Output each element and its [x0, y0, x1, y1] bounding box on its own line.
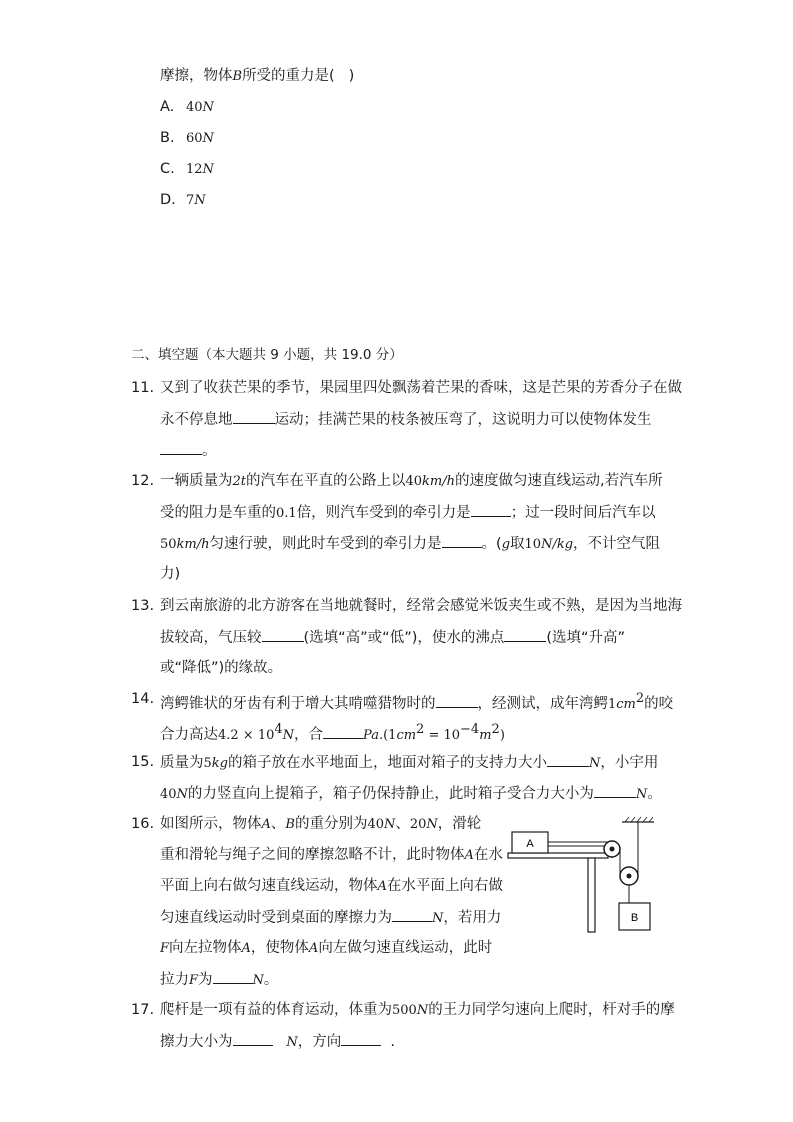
- text: 。: [263, 972, 279, 988]
- text: 爬杆是一项有益的体育运动，体重为: [160, 1002, 392, 1018]
- text: ，方向: [297, 1034, 342, 1050]
- math: N: [416, 1003, 429, 1018]
- text: 重和滑轮与绳子之间的摩擦忽略不计，此时物体: [160, 847, 465, 863]
- math: Pa: [363, 727, 379, 743]
- text: 、: [395, 816, 410, 832]
- text: 合力高达: [160, 726, 218, 743]
- text: 。: [202, 443, 217, 459]
- text: 擦力大小为: [160, 1034, 233, 1050]
- math: N/kg: [541, 537, 574, 552]
- math: A: [241, 941, 251, 956]
- q16-line-3: [160, 876, 503, 897]
- q13-line-3: 或“降低”)的缘故。: [160, 660, 283, 676]
- math: 40: [405, 474, 423, 489]
- math: km/h: [422, 474, 456, 489]
- option-value: 60: [186, 131, 203, 146]
- question-number: 16.: [131, 816, 155, 832]
- option-unit: N: [194, 193, 206, 208]
- answer-blank[interactable]: [323, 724, 363, 739]
- math: 20: [409, 817, 427, 832]
- answer-blank[interactable]: [392, 907, 432, 922]
- q12-line-3: [160, 533, 660, 555]
- text: ，不计空气阻: [573, 536, 661, 552]
- var-b: B: [232, 69, 243, 84]
- math: .(1: [378, 727, 397, 743]
- math: N: [252, 973, 264, 988]
- text: (选填“高”或“低”)，使水的沸点: [303, 630, 505, 646]
- text: 的速度做匀速直线运动,若汽车所: [455, 473, 663, 489]
- question-number: 13.: [131, 598, 155, 614]
- question-number: 12.: [131, 473, 155, 489]
- q15-line-1: [160, 752, 658, 774]
- math: 500: [392, 1003, 417, 1018]
- question-number: 11.: [131, 380, 155, 396]
- q12-line-4: 力): [160, 566, 181, 582]
- answer-blank[interactable]: [233, 1031, 273, 1046]
- block-a-label: A: [526, 838, 534, 850]
- math: cm: [396, 727, 417, 743]
- text: 的力竖直向上提箱子，箱子仍保持静止，此时箱子受合力大小为: [187, 786, 594, 802]
- q10-option-c[interactable]: [160, 159, 214, 180]
- q10-option-b[interactable]: [160, 128, 214, 149]
- math: cm: [616, 696, 636, 712]
- q16-line-2: [160, 845, 503, 866]
- pulley-figure: [506, 816, 656, 934]
- answer-blank[interactable]: [213, 969, 253, 984]
- text: 平面上向右做匀速直线运动，物体: [160, 878, 378, 894]
- q16-line-4: [160, 907, 501, 929]
- q14-line-1: 湾鳄锥状的牙齿有利于增大其啃噬猎物时的 ，经测试，成年湾鳄$1cm^2$的咬: [160, 691, 674, 712]
- math: N: [426, 817, 438, 832]
- q16-line-1: [160, 814, 481, 835]
- math: 0.1: [276, 506, 297, 521]
- math: N: [282, 727, 295, 743]
- q13-line-1: 到云南旅游的北方游客在当地就餐时，经常会感觉米饭夹生或不熟，是因为当地海: [160, 598, 682, 614]
- math: N: [588, 756, 601, 771]
- math: A: [377, 879, 387, 894]
- answer-blank[interactable]: [504, 627, 546, 642]
- q11-line-3: [160, 440, 217, 461]
- text: 取: [510, 536, 525, 552]
- text: 一辆质量为: [160, 473, 233, 489]
- text: ；过一段时间后汽车以: [510, 505, 656, 521]
- math: 4.2 × 10: [218, 727, 275, 743]
- math: 40: [367, 817, 384, 832]
- math: 2t: [232, 474, 246, 489]
- option-unit: N: [202, 100, 214, 115]
- option-label: B.: [160, 130, 175, 146]
- text: 。: [647, 786, 662, 802]
- option-value: 40: [186, 100, 203, 115]
- math: m: [479, 727, 492, 743]
- answer-blank[interactable]: [436, 693, 478, 708]
- text: ，使物体: [250, 940, 309, 956]
- math: N: [384, 817, 396, 832]
- text: 匀速直线运动时受到桌面的摩擦力为: [160, 910, 392, 926]
- math: 10: [524, 537, 542, 552]
- q11-line-1: 又到了收获芒果的季节，果园里四处飘荡着芒果的香味，这是芒果的芳香分子在做: [160, 380, 682, 396]
- text: 为: [198, 972, 213, 988]
- math: F: [189, 973, 199, 988]
- text: 受的阻力是车重的: [160, 505, 276, 521]
- math: kg: [211, 756, 228, 771]
- math: 50: [160, 537, 177, 552]
- math: B: [285, 817, 295, 832]
- math: 1: [608, 696, 617, 712]
- option-unit: N: [202, 131, 214, 146]
- q10-stem-tail: [160, 66, 354, 87]
- question-number: 17.: [131, 1002, 155, 1018]
- block-b-label: B: [630, 912, 639, 924]
- q16-line-5: [160, 938, 492, 959]
- question-number: 15.: [131, 754, 155, 770]
- math: = 10: [424, 727, 461, 743]
- q12-line-1: [160, 471, 663, 492]
- text: 的箱子放在水平地面上，地面对箱子的支持力大小: [227, 755, 547, 771]
- math: A: [308, 941, 319, 956]
- text: 匀速行驶，则此时车受到的牵引力是: [209, 536, 442, 552]
- option-label: C.: [160, 161, 175, 177]
- math: ): [499, 727, 505, 743]
- text: 运动；挂满芒果的枝条被压弯了，这说明力可以使物体发生: [274, 412, 652, 428]
- text: ，经测试，成年湾鳄: [477, 695, 608, 712]
- answer-blank[interactable]: [547, 752, 589, 767]
- q17-line-1: [160, 1000, 675, 1021]
- text: 拔较高，气压较: [160, 630, 262, 646]
- option-unit: N: [202, 162, 214, 177]
- text: 湾鳄锥状的牙齿有利于增大其啃噬猎物时的: [160, 695, 436, 712]
- q17-line-2: [160, 1031, 395, 1053]
- text: 质量为: [160, 755, 204, 771]
- answer-blank[interactable]: [471, 502, 511, 517]
- math: A: [464, 848, 474, 863]
- q14-line-2: 合力高达$4.2 \times 10^4N$，合 $Pa.(1cm^2 = 10^{-4}m^2)$: [160, 722, 505, 743]
- text: 的汽车在平直的公路上以: [246, 473, 406, 489]
- text: 、: [270, 816, 286, 832]
- text: .: [390, 1034, 396, 1050]
- math: N: [176, 787, 188, 802]
- text: 如图所示，物体: [160, 816, 262, 832]
- answer-blank[interactable]: [160, 440, 202, 455]
- text: ，若用力: [443, 910, 502, 926]
- option-label: A.: [160, 99, 175, 115]
- text: 。(: [481, 536, 502, 552]
- option-value: 7: [186, 193, 195, 208]
- section-title: 二、填空题（本大题共 9 小题，共 19.0 分）: [131, 347, 403, 363]
- math: 5: [203, 756, 212, 771]
- math: g: [501, 537, 511, 552]
- text: 向左拉物体: [169, 940, 242, 956]
- math: N: [286, 1035, 298, 1050]
- math: km/h: [176, 537, 210, 552]
- option-value: 12: [186, 162, 203, 177]
- text: (选填“升高”: [546, 630, 626, 646]
- math: F: [160, 941, 170, 956]
- q12-line-2: [160, 502, 656, 524]
- text: 的王力同学匀速向上爬时，杆对手的摩: [428, 1002, 675, 1018]
- math: 40: [160, 787, 177, 802]
- text: ，滑轮: [437, 816, 482, 832]
- math: N: [432, 911, 444, 926]
- q15-line-2: [160, 783, 662, 805]
- answer-blank[interactable]: [594, 783, 636, 798]
- text: 永不停息地: [160, 412, 233, 428]
- question-number: 14.: [131, 691, 155, 707]
- answer-blank[interactable]: [341, 1031, 381, 1046]
- math: N: [635, 787, 648, 802]
- text: 在水平面上向右做: [386, 878, 503, 894]
- q10-text: ): [348, 68, 355, 84]
- text: 向左做匀速直线运动，此时: [318, 940, 493, 956]
- answer-blank[interactable]: [442, 533, 482, 548]
- text: 在水: [473, 847, 503, 863]
- q13-line-2: [160, 627, 625, 648]
- math-exp: −4: [460, 722, 480, 737]
- option-label: D.: [160, 192, 176, 208]
- text: 拉力: [160, 972, 189, 988]
- text: ，合: [294, 726, 324, 743]
- math-exp: 4: [274, 722, 283, 737]
- answer-blank[interactable]: [262, 627, 304, 642]
- q10-text: 摩擦，物体: [160, 68, 233, 84]
- text: 的咬: [644, 695, 674, 712]
- q16-line-6: [160, 969, 278, 991]
- answer-blank[interactable]: [233, 409, 275, 424]
- text: 的重分别为: [294, 816, 368, 832]
- text: ，小宇用: [600, 755, 659, 771]
- q10-option-d[interactable]: [160, 190, 206, 211]
- text: 倍，则汽车受到的牵引力是: [296, 505, 471, 521]
- math: A: [261, 817, 271, 832]
- q10-option-a[interactable]: [160, 97, 214, 118]
- q10-text: 所受的重力是(: [242, 68, 335, 84]
- q11-line-2: [160, 409, 652, 430]
